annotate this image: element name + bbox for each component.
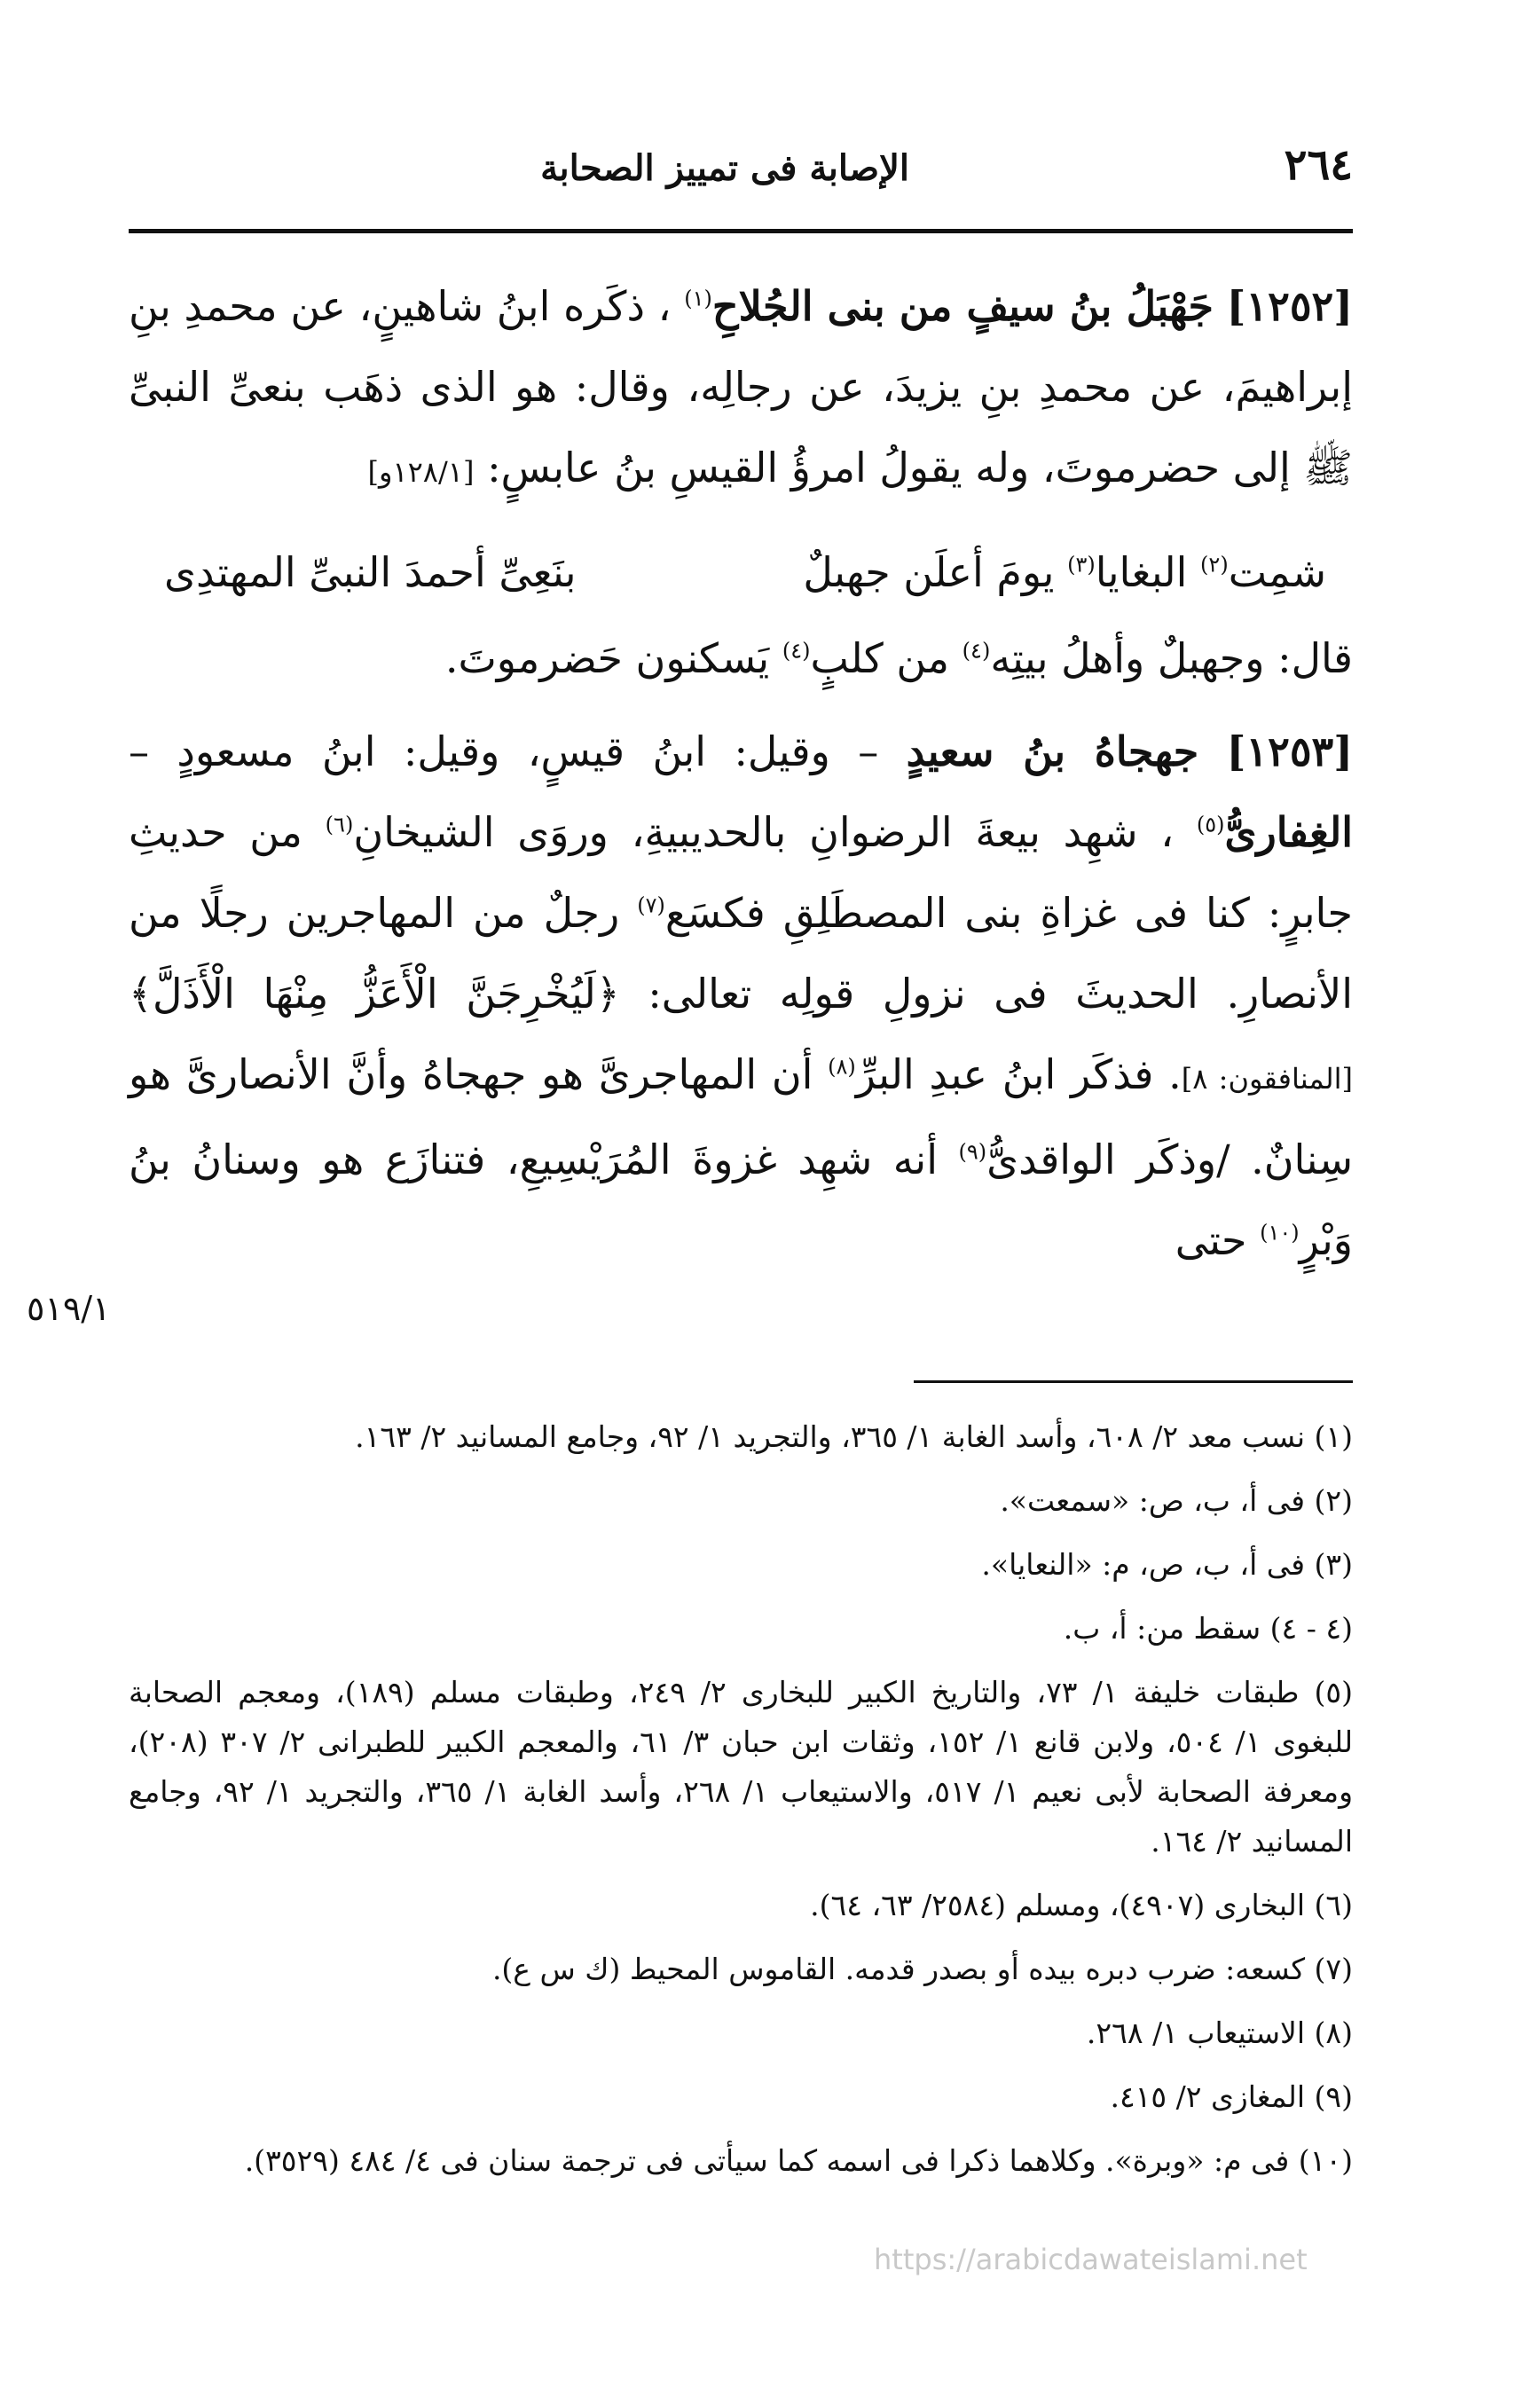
watermark: https://arabicdawateislami.net bbox=[874, 2243, 1308, 2276]
footnote: (٦) البخارى (٤٩٠٧)، ومسلم (٢٥٨٤/ ٦٣، ٦٤). bbox=[810, 1888, 1353, 1922]
quran-ref: [المنافقون: ٨] bbox=[1181, 1062, 1354, 1096]
entry-nisba: الغِفارىُّ bbox=[1224, 808, 1353, 856]
footnote: (٣) فى أ، ب، ص، م: «النعايا». bbox=[981, 1547, 1353, 1582]
running-title: الإصابة فى تمييز الصحابة bbox=[540, 147, 909, 189]
entry-text: حتى bbox=[1175, 1216, 1247, 1264]
footnote: (٤ - ٤) سقط من: أ، ب. bbox=[1063, 1611, 1353, 1646]
footnote: (٨) الاستيعاب ١/ ٢٦٨. bbox=[1086, 2016, 1353, 2050]
entry-text: رجلٌ من المهاجرين رجلًا من الأنصارِ. الحديثَ فى نزولِ قولِه تعالى: bbox=[129, 889, 1353, 1018]
verse-word: البغايا bbox=[1095, 548, 1188, 596]
entry-number: [١٢٥٢] bbox=[1226, 282, 1354, 330]
footnote-marker: (١٠) bbox=[1260, 1220, 1300, 1246]
entry-1252-note bbox=[129, 618, 1353, 699]
page-number: ٢٦٤ bbox=[1284, 140, 1353, 190]
entry-text: من حديثِ جابرٍ: كنا فى غزاةِ بنى المصطَلِقِ فكسَع bbox=[129, 808, 1353, 937]
poem-verse bbox=[129, 532, 1353, 613]
entry-1252 bbox=[129, 266, 1353, 513]
header-rule bbox=[129, 229, 1353, 233]
footnote: (١٠) فى م: «وبرة». وكلاهما ذكرا فى اسمه كما سيأتى فى ترجمة سنان فى ٤/ ٤٨٤ (٣٥٢٩). bbox=[244, 2143, 1353, 2178]
footnote-marker: (٢) bbox=[1200, 552, 1229, 578]
footnote-marker: (٩) bbox=[958, 1139, 987, 1165]
entry-text: أنه شهِد غزوةَ المُرَيْسِيعِ، فتنازَع هو وسنانُ بنُ وَبْرٍ bbox=[129, 1136, 1353, 1264]
entry-text: ، شهِد بيعةَ الرضوانِ بالحديبيةِ، وروَى الشيخانِ bbox=[353, 808, 1175, 856]
entry-text: من كلبٍ bbox=[810, 634, 950, 682]
entry-1253 bbox=[129, 711, 1353, 1281]
footnote-marker: (٦) bbox=[325, 812, 354, 837]
footnote: (٩) المغازى ٢/ ٤١٥. bbox=[1110, 2079, 1353, 2114]
verse-word: يومَ أعلَن جهبلٌ bbox=[803, 548, 1055, 596]
footnote: (٥) طبقات خليفة ١/ ٧٣، والتاريخ الكبير للبخارى ٢/ ٢٤٩، وطبقات مسلم (١٨٩)، ومعجم الصحابة للبغوى ١/ ٥٠٤، ولابن قانع ١/ ١٥٢، وثقات ابن حبان ٣/ ٦١، والمعجم الكبير للطبرانى ٢/ ٣٠٧ (٢٠٨)، ومعرفة الصحابة لأبى نعيم ١/ ٥١٧، والاستيعاب ١/ ٢٦٨، وأسد الغابة ١/ ٣٦٥، والتجريد ١/ ٩٢، وجامع المسانيد ٢/ ١٦٤. bbox=[129, 1675, 1354, 1859]
footnote-marker: (٧) bbox=[637, 892, 665, 918]
footnote: (٧) كسعه: ضرب دبره بيده أو بصدر قدمه. القاموس المحيط (ك س ع). bbox=[491, 1952, 1353, 1986]
verse-word: شمِت bbox=[1228, 548, 1326, 596]
entry-text: – وقيل: ابنُ قيسٍ، وقيل: ابنُ مسعودٍ – bbox=[129, 727, 879, 775]
footnote-marker: (٨) bbox=[828, 1054, 856, 1080]
footnote-marker: (٤) bbox=[962, 638, 991, 664]
footnote-rule bbox=[914, 1380, 1353, 1383]
verse-hemistich-right bbox=[803, 532, 1326, 613]
verse-hemistich-left: بنَعِىِّ أحمدَ النبىِّ المهتدِى bbox=[164, 548, 577, 596]
footnote: (١) نسب معد ٢/ ٦٠٨، وأسد الغابة ١/ ٣٦٥، والتجريد ١/ ٩٢، وجامع المسانيد ٢/ ١٦٣. bbox=[355, 1419, 1353, 1454]
entry-text: أن المهاجرىَّ هو جهجاهُ وأنَّ الأنصارىَّ هو سِنانٌ. /وذكَر الواقدىُّ bbox=[129, 1050, 1353, 1183]
footnotes bbox=[129, 1412, 1353, 2200]
footnote-marker: (٥) bbox=[1196, 812, 1225, 837]
entry-text: قال: وجهبلٌ وأهلُ بيتِه bbox=[990, 634, 1353, 682]
footnote-marker: (٣) bbox=[1067, 552, 1096, 578]
footnote: (٢) فى أ، ب، ص: «سمعت». bbox=[1000, 1483, 1353, 1518]
entry-name: جَهْبَلُ بنُ سيفٍ من بنى الجُلاحِ bbox=[711, 282, 1214, 330]
entry-text: ، ذكَره ابنُ شاهينٍ، عن محمدِ بنِ إبراهيمَ، عن محمدِ بنِ يزيدَ، عن رجالِه، وقال: هو الذى ذهَب بنعىِّ النبىِّ ﷺ إلى حضرموتَ، وله يقولُ امرؤُ القيسِ بنُ عابسٍ: bbox=[129, 282, 1353, 491]
footnote-marker: (٤) bbox=[782, 638, 811, 664]
footnote-marker: (١) bbox=[684, 286, 712, 311]
entry-name: جهجاهُ بنُ سعيدٍ bbox=[906, 727, 1199, 775]
main-text bbox=[129, 266, 1353, 1281]
entry-number: [١٢٥٣] bbox=[1226, 727, 1353, 775]
entry-text: يَسكنون حَضرموتَ. bbox=[444, 634, 770, 682]
margin-page-ref: ٥١٩/١ bbox=[27, 1289, 111, 1328]
page-header bbox=[129, 140, 1353, 202]
manuscript-ref: [١٢٨/١و] bbox=[367, 455, 475, 489]
entry-text: . فذكَر ابنُ عبدِ البرِّ bbox=[855, 1050, 1182, 1098]
quran-verse: ﴿لَيُخْرِجَنَّ الْأَعَزُّ مِنْهَا الْأَذَلَّ﴾ bbox=[129, 970, 620, 1018]
